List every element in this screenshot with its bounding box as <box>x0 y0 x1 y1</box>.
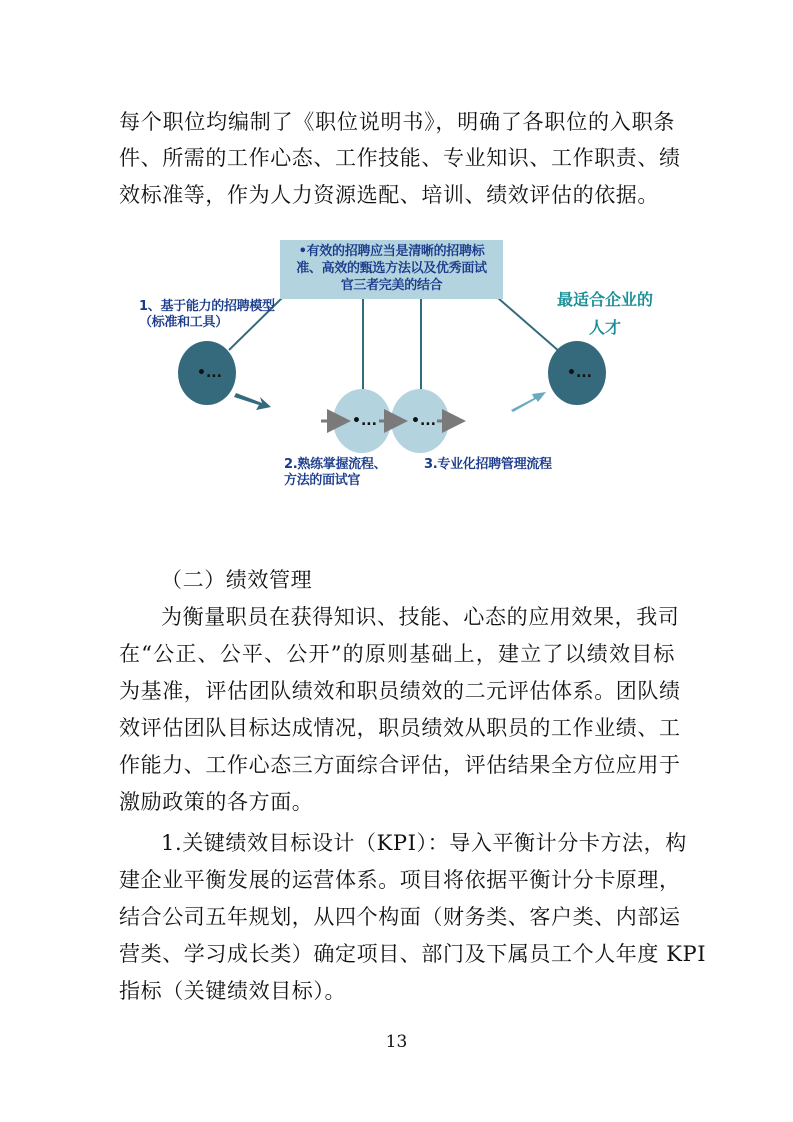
text-line: 作能力、工作心态三方面综合评估，评估结果全方位应用于 <box>119 753 681 777</box>
label-result <box>540 286 670 342</box>
text-line: 为基准，评估团队绩效和职员绩效的二元评估体系。团队绩 <box>119 679 681 703</box>
box-line: 官三者完美的结合 <box>340 278 443 293</box>
node-text: •... <box>411 413 436 429</box>
box-line: •有效的招聘应当是清晰的招聘标 <box>298 244 485 259</box>
text-line: 效标准等，作为人力资源选配、培训、绩效评估的依据。 <box>119 183 659 207</box>
label-line: （标准和工具） <box>139 315 228 330</box>
text-line: 营类、学习成长类）确定项目、部门及下属员工个人年度 KPI <box>119 942 707 966</box>
label-line: 人才 <box>588 318 621 337</box>
text-line: 建企业平衡发展的运营体系。项目将依据平衡计分卡原理， <box>119 868 681 892</box>
label-interviewer <box>284 457 386 489</box>
text-line: 效评估团队目标达成情况，职员绩效从职员的工作业绩、工 <box>119 716 681 740</box>
text-line: 1.关键绩效目标设计（KPI）：导入平衡计分卡方法，构 <box>161 831 687 855</box>
text-line: 件、所需的工作心态、工作技能、专业知识、工作职责、绩 <box>119 146 681 170</box>
label-line: 方法的面试官 <box>284 473 361 488</box>
text-line: 激励政策的各方面。 <box>119 790 314 814</box>
label-line: 2.熟练掌握流程、 <box>284 457 387 472</box>
text-line: 指标（关键绩效目标）。 <box>119 979 347 1003</box>
box-line: 准、高效的甄选方法以及优秀面试 <box>296 261 487 276</box>
text-line: 结合公司五年规划，从四个构面（财务类、客户类、内部运 <box>119 905 681 929</box>
node-text: •... <box>567 365 592 381</box>
recruitment-diagram <box>0 0 793 520</box>
text-line: 每个职位均编制了《职位说明书》，明确了各职位的入职条 <box>119 110 675 134</box>
text-line: 在“公正、公平、公开”的原则基础上，建立了以绩效目标 <box>119 642 675 666</box>
arrow-icon <box>234 393 271 410</box>
label-competency-model <box>139 299 275 331</box>
text-line: 为衡量职员在获得知识、技能、心态的应用效果，我司 <box>161 605 680 629</box>
node-text: •... <box>197 365 222 381</box>
principle-box <box>280 240 503 299</box>
label-line: 3.专业化招聘管理流程 <box>424 457 552 472</box>
arrow-icon <box>511 392 546 412</box>
label-line: 1、基于能力的招聘模型 <box>139 299 275 314</box>
label-line: 最适合企业的 <box>556 290 653 309</box>
label-process <box>424 457 552 473</box>
node-text: •... <box>352 413 377 429</box>
section-heading: （二）绩效管理 <box>161 568 313 592</box>
page-number: 13 <box>385 1032 408 1052</box>
